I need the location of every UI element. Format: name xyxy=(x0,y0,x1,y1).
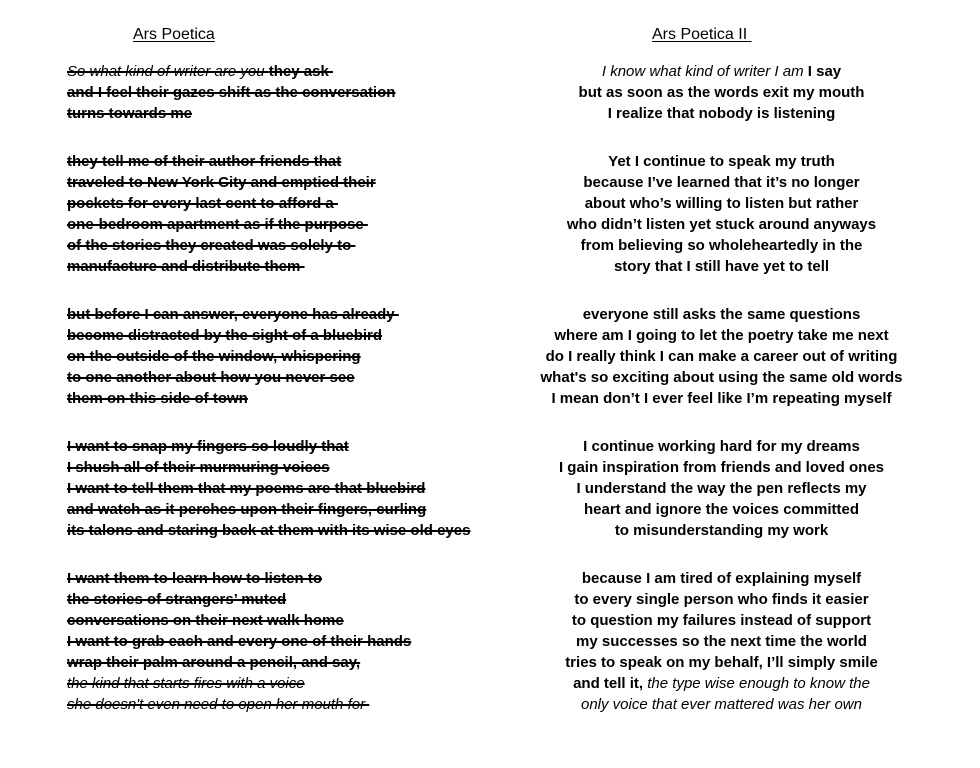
poem-text-segment: I say xyxy=(807,63,842,80)
poem-text-segment: to one another about how you never see xyxy=(67,369,355,386)
poem-line xyxy=(67,325,470,346)
poem-text-segment: I know what kind of writer I am xyxy=(601,63,808,80)
poem-line xyxy=(488,151,955,172)
poem-stanza xyxy=(67,61,470,124)
poem-text-segment: and tell it, xyxy=(573,675,648,692)
poem-line xyxy=(67,478,470,499)
poem-text-segment: because I am tired of explaining myself xyxy=(581,570,862,587)
poem-stanza xyxy=(67,304,470,409)
poem-text-segment: they ask xyxy=(268,63,333,80)
poem-text-segment: heart and ignore the voices committed xyxy=(583,501,860,518)
poem-text-segment: become distracted by the sight of a bluebird xyxy=(67,327,383,344)
poem-line xyxy=(488,568,955,589)
poem-text-segment: I gain inspiration from friends and loved ones xyxy=(558,459,885,476)
poem-line xyxy=(488,103,955,124)
poem-text-segment: Yet I continue to speak my truth xyxy=(608,153,835,170)
right-poem-title: Ars Poetica II xyxy=(652,26,752,43)
poem-line xyxy=(67,193,470,214)
poem-text-segment: on the outside of the window, whispering xyxy=(67,348,361,365)
poem-text-segment: wrap their palm around a pencil, and say, xyxy=(67,654,361,671)
poem-line xyxy=(488,589,955,610)
poem-line xyxy=(67,631,470,652)
poem-line xyxy=(488,346,955,367)
poem-text-segment: but before I can answer, everyone has already xyxy=(67,306,399,323)
poem-text-segment: about who’s willing to listen but rather xyxy=(584,195,859,212)
poem-line xyxy=(488,61,955,82)
poem-text-segment: I continue working hard for my dreams xyxy=(583,438,860,455)
poem-text-segment: they tell me of their author friends that xyxy=(67,153,342,170)
poem-text-segment: I realize that nobody is listening xyxy=(607,105,836,122)
poem-text-segment: what's so exciting about using the same old words xyxy=(540,369,903,386)
poem-text-segment: my successes so the next time the world xyxy=(576,633,867,650)
poem-text-segment: the kind that starts fires with a voice xyxy=(67,675,305,692)
poem-line xyxy=(67,346,470,367)
poem-line xyxy=(488,367,955,388)
poem-line xyxy=(488,673,955,694)
poem-text-segment: I want to tell them that my poems are that bluebird xyxy=(67,480,426,497)
poem-line xyxy=(488,631,955,652)
left-poem xyxy=(67,61,470,715)
poem-text-segment: I mean don’t I ever feel like I’m repeating myself xyxy=(551,390,892,407)
poem-text-segment: because I’ve learned that it’s no longer xyxy=(583,174,860,191)
poem-text-segment: one-bedroom apartment as if the purpose xyxy=(67,216,368,233)
poem-text-segment: I want to snap my fingers so loudly that xyxy=(67,438,349,455)
poem-text-segment: them on this side of town xyxy=(67,390,248,407)
poem-line xyxy=(67,172,470,193)
poem-line xyxy=(488,388,955,409)
poem-text-segment: pockets for every last cent to afford a xyxy=(67,195,338,212)
poem-stanza xyxy=(488,304,955,409)
poem-line xyxy=(488,499,955,520)
poem-line xyxy=(67,436,470,457)
poem-text-segment: I shush all of their murmuring voices xyxy=(67,459,330,476)
poem-line xyxy=(67,367,470,388)
poem-text-segment: she doesn't even need to open her mouth for xyxy=(67,696,370,713)
poem-line xyxy=(488,478,955,499)
poem-text-segment: turns towards me xyxy=(67,105,193,122)
poem-line xyxy=(488,256,955,277)
poem-line xyxy=(67,673,470,694)
poem-line xyxy=(488,610,955,631)
poem-line xyxy=(488,193,955,214)
poem-text-segment: I want them to learn how to listen to xyxy=(67,570,323,587)
poem-stanza xyxy=(488,436,955,541)
poem-text-segment: do I really think I can make a career out of writing xyxy=(545,348,898,365)
poem-line xyxy=(67,61,470,82)
poem-text-segment: and I feel their gazes shift as the conversation xyxy=(67,84,396,101)
poem-text-segment: to misunderstanding my work xyxy=(614,522,829,539)
poem-text-segment: tries to speak on my behalf, I’ll simply smile xyxy=(565,654,878,671)
poem-text-segment: from believing so wholeheartedly in the xyxy=(580,237,863,254)
poem-text-segment: the stories of strangers’ muted xyxy=(67,591,287,608)
poem-line xyxy=(67,235,470,256)
poem-text-segment: its talons and staring back at them with its wise old eyes xyxy=(67,522,471,539)
poem-stanza xyxy=(488,568,955,715)
poem-line xyxy=(67,652,470,673)
poem-text-segment: to every single person who finds it easier xyxy=(574,591,869,608)
poem-text-segment: but as soon as the words exit my mouth xyxy=(578,84,865,101)
poem-text-segment: traveled to New York City and emptied their xyxy=(67,174,376,191)
poem-line xyxy=(67,388,470,409)
poem-stanza xyxy=(67,568,470,715)
poem-stanza xyxy=(488,151,955,277)
poem-line xyxy=(488,694,955,715)
poem-line xyxy=(67,499,470,520)
poem-stanza xyxy=(67,436,470,541)
poem-text-segment: I understand the way the pen reflects my xyxy=(576,480,867,497)
poem-stanza xyxy=(67,151,470,277)
poem-text-segment: manufacture and distribute them xyxy=(67,258,305,275)
poem-line xyxy=(67,304,470,325)
poem-line xyxy=(67,82,470,103)
poem-text-segment: who didn’t listen yet stuck around anyways xyxy=(566,216,877,233)
poem-line xyxy=(488,325,955,346)
poem-line xyxy=(67,520,470,541)
poem-text-segment: conversations on their next walk home xyxy=(67,612,344,629)
poem-text-segment: the type wise enough to know the xyxy=(647,675,870,692)
poem-text-segment: to question my failures instead of support xyxy=(571,612,872,629)
poem-line xyxy=(488,304,955,325)
poem-line xyxy=(488,214,955,235)
poem-text-segment: So what kind of writer are you xyxy=(67,63,269,80)
poem-line xyxy=(67,214,470,235)
left-poem-title: Ars Poetica xyxy=(133,26,215,43)
poem-text-segment: I want to grab each and every one of their hands xyxy=(67,633,412,650)
poem-line xyxy=(67,568,470,589)
poem-stanza xyxy=(488,61,955,124)
poem-text-segment: and watch as it perches upon their fingers, curling xyxy=(67,501,427,518)
poem-line xyxy=(488,652,955,673)
poem-line xyxy=(488,436,955,457)
poem-line xyxy=(488,172,955,193)
poem-line xyxy=(488,235,955,256)
poem-text-segment: of the stories they created was solely to xyxy=(67,237,356,254)
poem-line xyxy=(488,520,955,541)
poem-line xyxy=(67,457,470,478)
poem-line xyxy=(488,457,955,478)
poem-line xyxy=(67,103,470,124)
poem-line xyxy=(67,151,470,172)
poem-text-segment: everyone still asks the same questions xyxy=(582,306,861,323)
poem-line xyxy=(67,256,470,277)
poem-line xyxy=(67,589,470,610)
poem-text-segment: only voice that ever mattered was her own xyxy=(581,696,862,713)
right-poem xyxy=(488,61,955,715)
poem-text-segment: where am I going to let the poetry take me next xyxy=(554,327,889,344)
poem-line xyxy=(67,610,470,631)
poem-line xyxy=(488,82,955,103)
poem-text-segment: story that I still have yet to tell xyxy=(613,258,830,275)
poem-line xyxy=(67,694,470,715)
